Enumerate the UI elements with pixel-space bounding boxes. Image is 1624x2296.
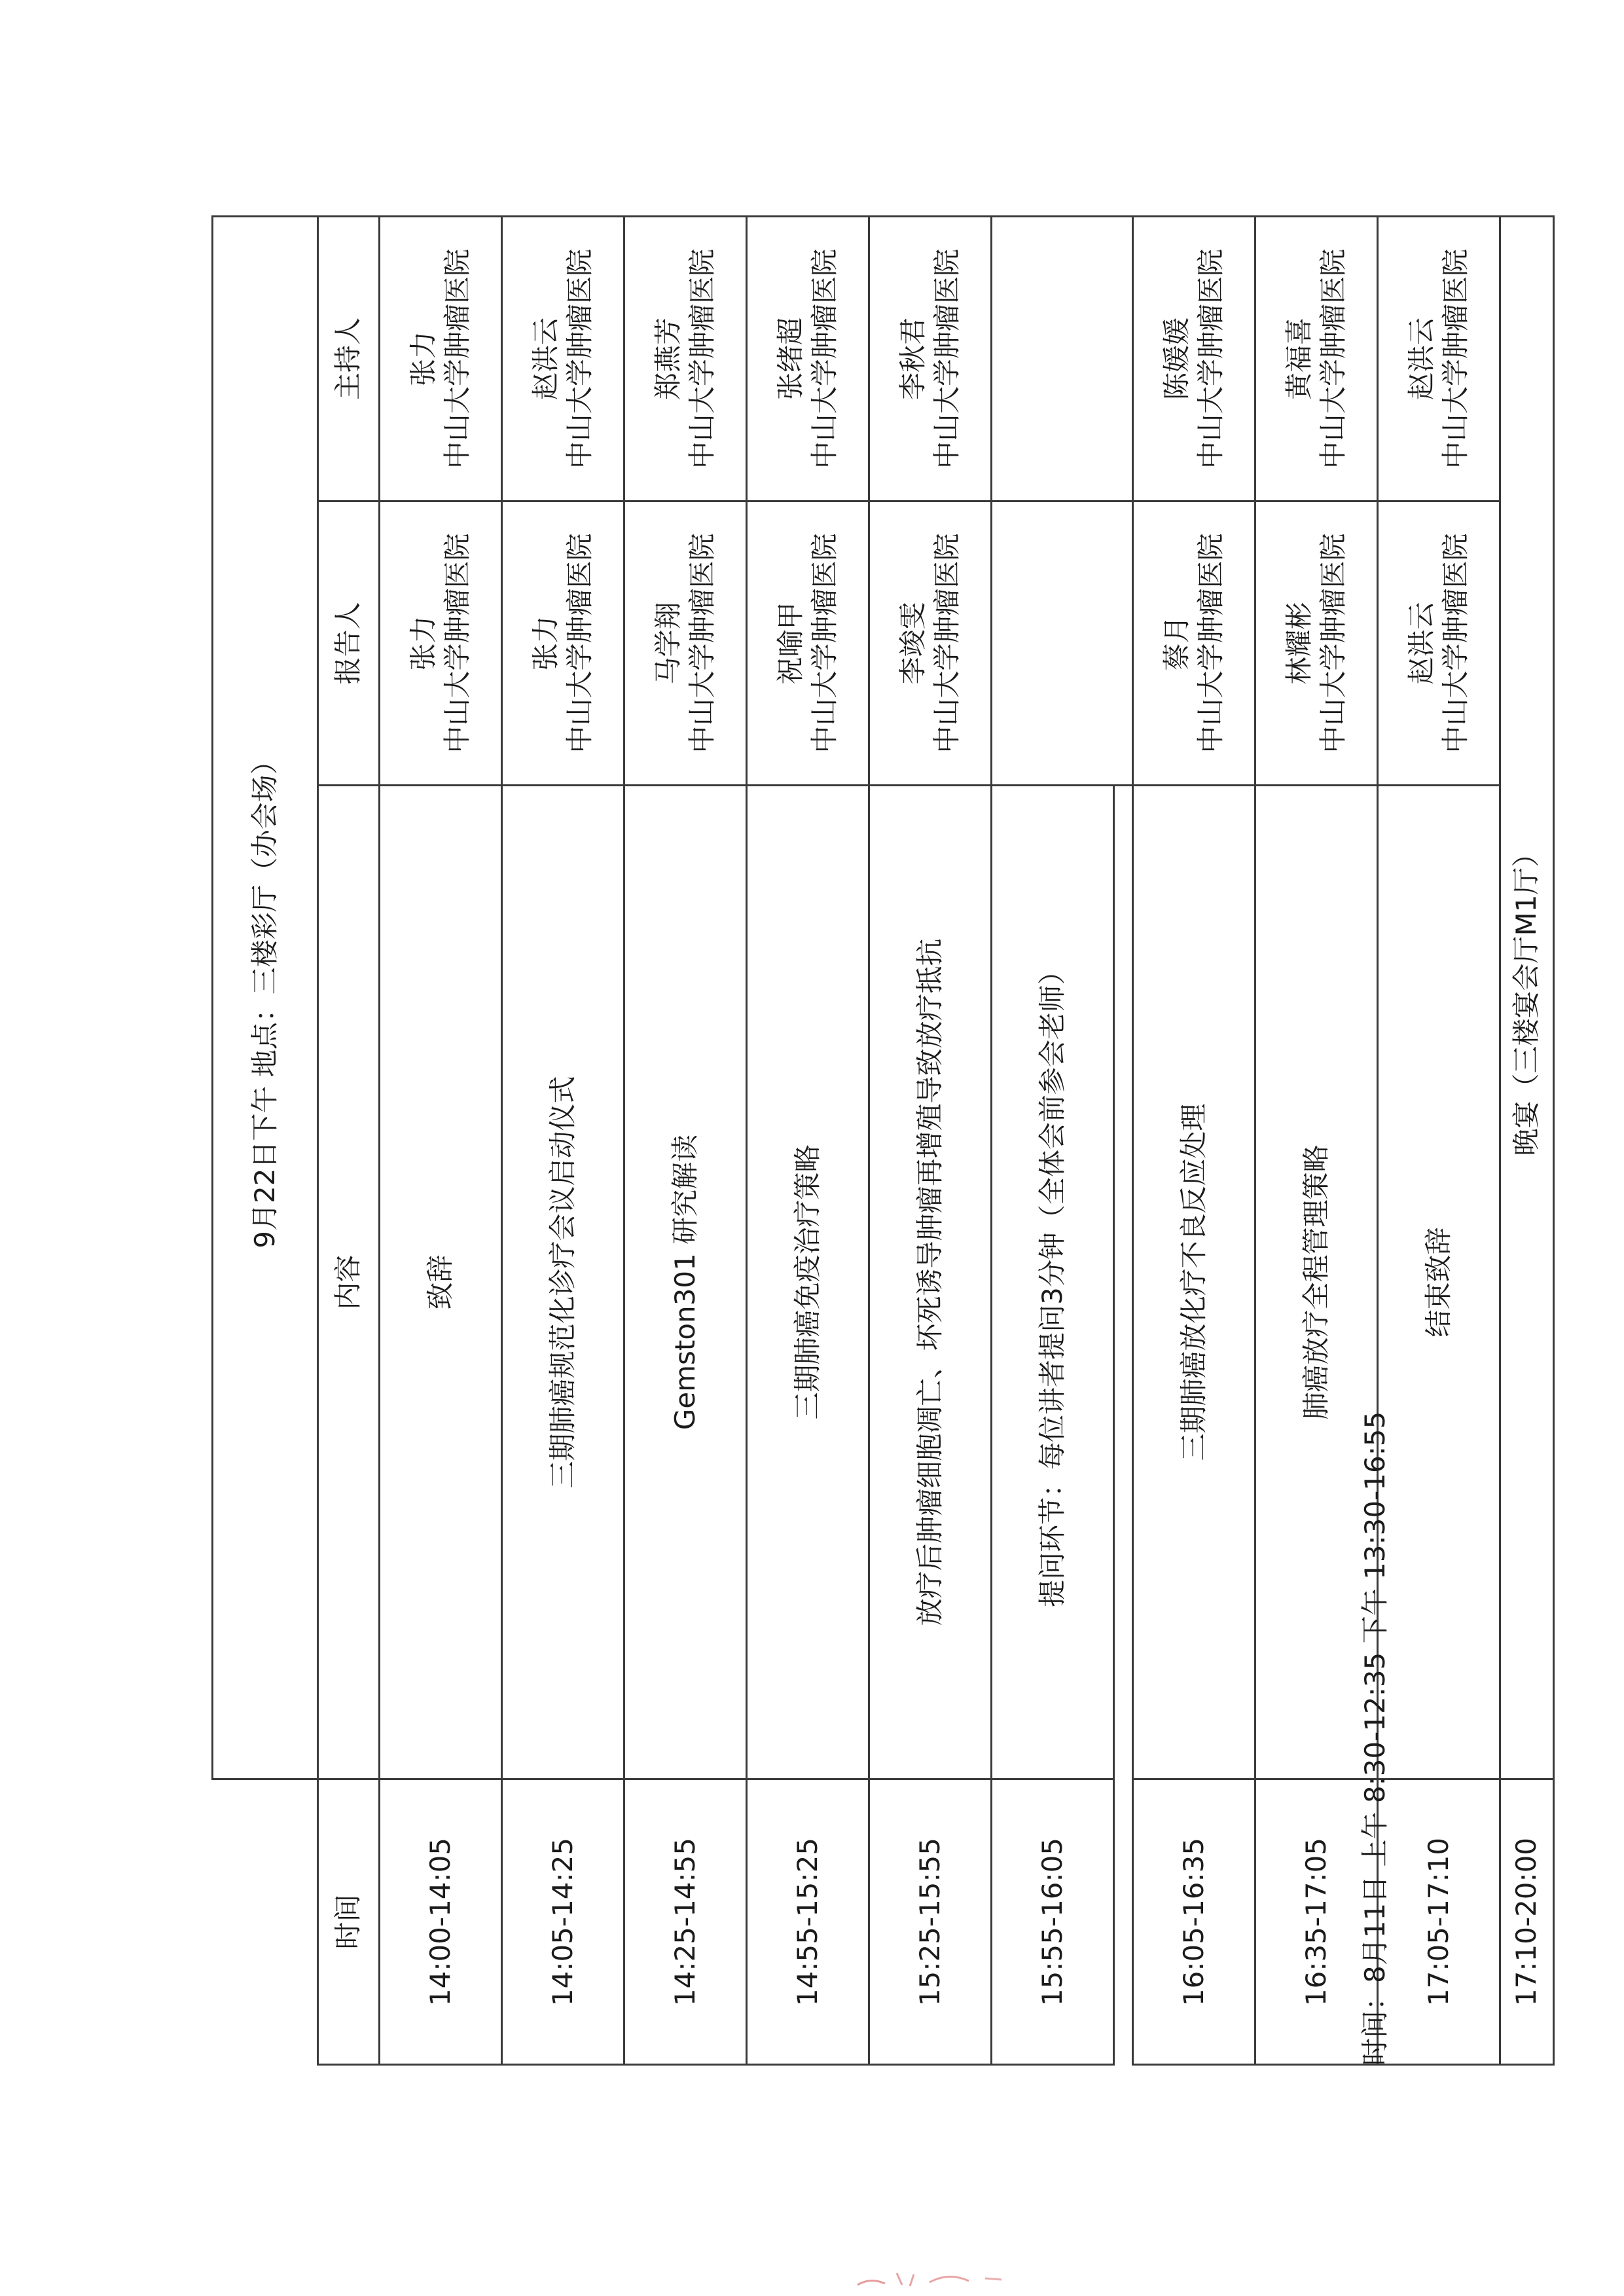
- table-row-dinner: [1500, 216, 1554, 2064]
- host-name: 赵洪云: [529, 317, 562, 400]
- col-header-host: 主持人: [318, 216, 380, 501]
- speaker-institution: 中山大学肿瘤医院: [931, 533, 963, 754]
- content-cell: 三期肺癌放化疗不良反应处理: [1133, 786, 1255, 1779]
- table-row: [1133, 216, 1255, 2064]
- host-cell: [1133, 216, 1255, 501]
- host-institution: 中山大学肿瘤医院: [686, 248, 718, 469]
- host-name: 陈媛媛: [1160, 317, 1193, 400]
- speaker-institution: 中山大学肿瘤医院: [808, 533, 840, 754]
- table-row: [747, 216, 869, 2064]
- content-cell: 三期肺癌规范化诊疗会议启动仪式: [502, 786, 624, 1779]
- speaker-name: 马学翔: [651, 602, 684, 685]
- host-institution: 中山大学肿瘤医院: [931, 248, 963, 469]
- speaker-cell: [502, 501, 624, 786]
- host-cell: [624, 216, 747, 501]
- content-cell: 三期肺癌免疫治疗策略: [747, 786, 869, 1779]
- time-cell: 14:05-14:25: [502, 1779, 624, 2065]
- time-cell: 15:25-15:55: [869, 1779, 992, 2065]
- content-cell: 晚宴（三楼宴会厅M1厅）: [1500, 216, 1554, 1779]
- time-cell: 17:05-17:10: [1378, 1779, 1500, 2065]
- host-institution: 中山大学肿瘤医院: [808, 248, 840, 469]
- host-name: 张绪超: [774, 317, 806, 400]
- speaker-institution: 中山大学肿瘤医院: [441, 533, 473, 754]
- footer-time-note: 时间：8月11日 上午 8:30-12:35 下午 13:30-16:55: [1359, 1411, 1391, 2066]
- content-cell: 放疗后肿瘤细胞凋亡、坏死诱导肿瘤再增殖导致放疗抵抗: [869, 786, 992, 1779]
- column-header-row: [318, 216, 380, 2064]
- col-header-content: 内容: [318, 786, 380, 1779]
- time-cell: 16:05-16:35: [1133, 1779, 1255, 2065]
- speaker-institution: 中山大学肿瘤医院: [1195, 533, 1227, 754]
- table-row: [624, 216, 747, 2064]
- col-header-time: 时间: [318, 1779, 380, 2065]
- time-cell: 16:35-17:05: [1255, 1779, 1378, 2065]
- speaker-cell: [747, 501, 869, 786]
- speaker-name: 蔡月: [1160, 615, 1193, 671]
- speaker-cell: [380, 501, 502, 786]
- speaker-institution: 中山大学肿瘤医院: [686, 533, 718, 754]
- speaker-name: 赵洪云: [1405, 602, 1437, 685]
- speaker-cell: [869, 501, 992, 786]
- host-cell-empty: [992, 216, 1133, 501]
- time-cell: 15:55-16:05: [992, 1779, 1114, 2065]
- speaker-name: 张力: [406, 615, 439, 671]
- speaker-institution: 中山大学肿瘤医院: [564, 533, 596, 754]
- host-name: 郑燕芳: [651, 317, 684, 400]
- table-row: [380, 216, 502, 2064]
- col-header-speaker: 报告人: [318, 501, 380, 786]
- host-cell: [502, 216, 624, 501]
- content-cell: 致辞: [380, 786, 502, 1779]
- time-cell: 14:00-14:05: [380, 1779, 502, 2065]
- red-stamp-fragment: [851, 2265, 1021, 2291]
- speaker-cell: [1133, 501, 1255, 786]
- content-cell: 结束致辞: [1378, 786, 1500, 1779]
- schedule-sheet: [211, 217, 1543, 2066]
- title-row: [213, 216, 318, 2064]
- time-cell: 17:10-20:00: [1500, 1779, 1554, 2065]
- content-cell: Gemston301 研究解读: [624, 786, 747, 1779]
- host-name: 黄福喜: [1282, 317, 1315, 400]
- speaker-name: 祝喻甲: [774, 602, 806, 685]
- host-institution: 中山大学肿瘤医院: [441, 248, 473, 469]
- time-cell: 14:55-15:25: [747, 1779, 869, 2065]
- content-cell: 肺癌放疗全程管理策略: [1255, 786, 1378, 1779]
- host-institution: 中山大学肿瘤医院: [1439, 248, 1471, 469]
- content-cell: 提问环节：每位讲者提问3分钟（全体会前参会老师）: [992, 786, 1114, 1779]
- host-institution: 中山大学肿瘤医院: [1317, 248, 1349, 469]
- host-cell: [380, 216, 502, 501]
- speaker-cell-empty: [992, 501, 1133, 786]
- speaker-name: 林耀彬: [1282, 602, 1315, 685]
- speaker-institution: 中山大学肿瘤医院: [1439, 533, 1471, 754]
- table-row: [502, 216, 624, 2064]
- table-row: [869, 216, 992, 2064]
- session-title: 9月22日下午 地点：三楼彩厅（办会场）: [213, 216, 318, 1779]
- table-row-qa: [992, 216, 1114, 2064]
- host-name: 赵洪云: [1405, 317, 1437, 400]
- speaker-name: 张力: [529, 615, 562, 671]
- host-institution: 中山大学肿瘤医院: [564, 248, 596, 469]
- speaker-institution: 中山大学肿瘤医院: [1317, 533, 1349, 754]
- host-cell: [747, 216, 869, 501]
- host-institution: 中山大学肿瘤医院: [1195, 248, 1227, 469]
- host-name: 张力: [406, 331, 439, 386]
- speaker-cell: [624, 501, 747, 786]
- time-cell: 14:25-14:55: [624, 1779, 747, 2065]
- speaker-name: 李竣雯: [896, 602, 929, 685]
- host-name: 李秋君: [896, 317, 929, 400]
- host-cell: [869, 216, 992, 501]
